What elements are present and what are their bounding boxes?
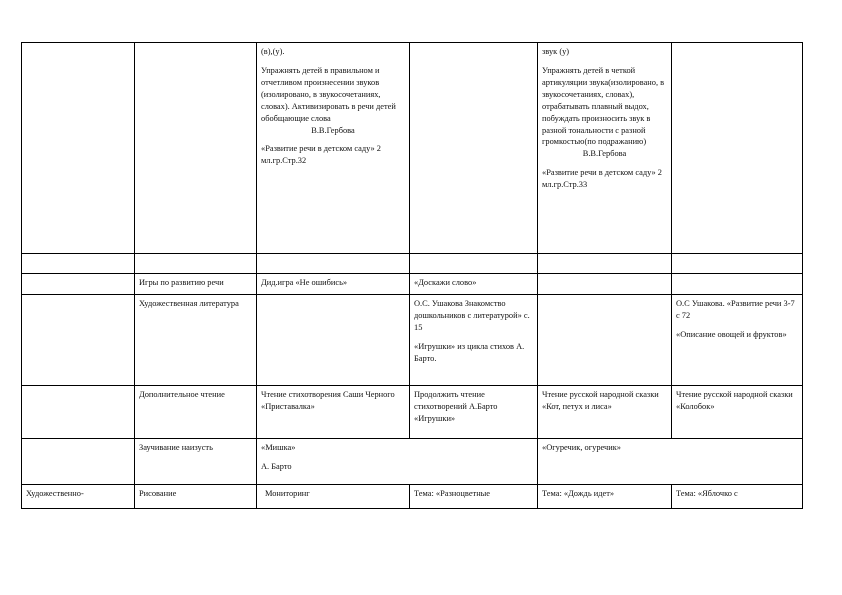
cell-week4 (672, 254, 803, 274)
cell-text (542, 65, 667, 160)
cell-activity: Заучивание наизусть (135, 439, 257, 485)
cell-week3: Тема: «Дождь идет» (538, 485, 672, 509)
cell-area (22, 274, 135, 295)
cell-week3 (538, 274, 672, 295)
cell-week2: Продолжить чтение стихотворений А.Барто «Игрушки» (410, 386, 538, 439)
cell-area (22, 254, 135, 274)
plan-table (21, 42, 803, 509)
cell-text: (в),(у). (261, 47, 285, 56)
goal-text: Упражнять детей в четкой артикуляции звука(изолировано, в звукосочетаниях, словах), отрабатывать плавный выдох, побуждать произносить звук в разной тональности с разной громкостью(по подражанию) (542, 65, 665, 147)
cell-text: звук (у) (542, 47, 570, 56)
cell-activity: Игры по развитию речи (135, 274, 257, 295)
cell-week2: Тема: «Разноцветные (410, 485, 538, 509)
cell-week4: Тема: «Яблочко с (672, 485, 803, 509)
cell-activity: Дополнительное чтение (135, 386, 257, 439)
cell-activity: Рисование (135, 485, 257, 509)
cell-activity: Художественная литература (135, 295, 257, 386)
table-row (22, 485, 803, 509)
cell-week3 (538, 295, 672, 386)
cell-week1 (257, 254, 410, 274)
cell-activity (135, 254, 257, 274)
cell-week3 (538, 254, 672, 274)
table-row (22, 386, 803, 439)
cell-weeks-3-4: «Огуречик, огуречик» (538, 439, 803, 485)
cell-week2 (410, 254, 538, 274)
cell-week1: Мониторинг (257, 485, 410, 509)
author-text: В.В.Гербова (311, 125, 355, 135)
cell-week3: Чтение русской народной сказки «Кот, петух и лиса» (538, 386, 672, 439)
goal-text: Упражнять детей в правильном и отчетливом произнесении звуков (изолировано, в звукосочетаниях, словах). Активизировать в речи детей обобщающие слова (261, 65, 396, 123)
table-row (22, 254, 803, 274)
cell-week2 (410, 43, 538, 254)
cell-text: «Описание овощей и фруктов» (676, 329, 787, 339)
cell-week1: Чтение стихотворения Саши Черного «Приставалка» (257, 386, 410, 439)
cell-text (261, 65, 405, 137)
cell-text: О.С. Ушакова Знакомство дошкольников с литературой» с. 15 (414, 299, 530, 332)
cell-text: «Развитие речи в детском саду» 2 мл.гр.Стр.33 (542, 168, 662, 190)
cell-text: «Игрушки» из цикла стихов А. Барто. (414, 341, 525, 363)
cell-week1: Дид.игра «Не ошибись» (257, 274, 410, 295)
cell-week1 (257, 295, 410, 386)
table-row (22, 274, 803, 295)
table-row (22, 43, 803, 254)
cell-week4 (672, 295, 803, 386)
cell-text: «Мишка» (261, 443, 296, 452)
cell-area (22, 43, 135, 254)
cell-area (22, 386, 135, 439)
cell-activity (135, 43, 257, 254)
cell-week4: Чтение русской народной сказки «Колобок» (672, 386, 803, 439)
author-text: В.В.Гербова (582, 149, 627, 159)
table-row (22, 439, 803, 485)
cell-week1 (257, 43, 410, 254)
cell-week3 (538, 43, 672, 254)
cell-weeks-1-2 (257, 439, 538, 485)
cell-week2: «Доскажи слово» (410, 274, 538, 295)
cell-area (22, 295, 135, 386)
cell-area: Художественно- (22, 485, 135, 509)
cell-text: «Развитие речи в детском саду» 2 мл.гр.Стр.32 (261, 144, 381, 166)
cell-text: А. Барто (261, 461, 292, 471)
cell-week4 (672, 43, 803, 254)
cell-area (22, 439, 135, 485)
cell-week2 (410, 295, 538, 386)
table-row (22, 295, 803, 386)
cell-week4 (672, 274, 803, 295)
cell-text: О.С Ушакова. «Развитие речи 3-7 с 72 (676, 299, 795, 320)
